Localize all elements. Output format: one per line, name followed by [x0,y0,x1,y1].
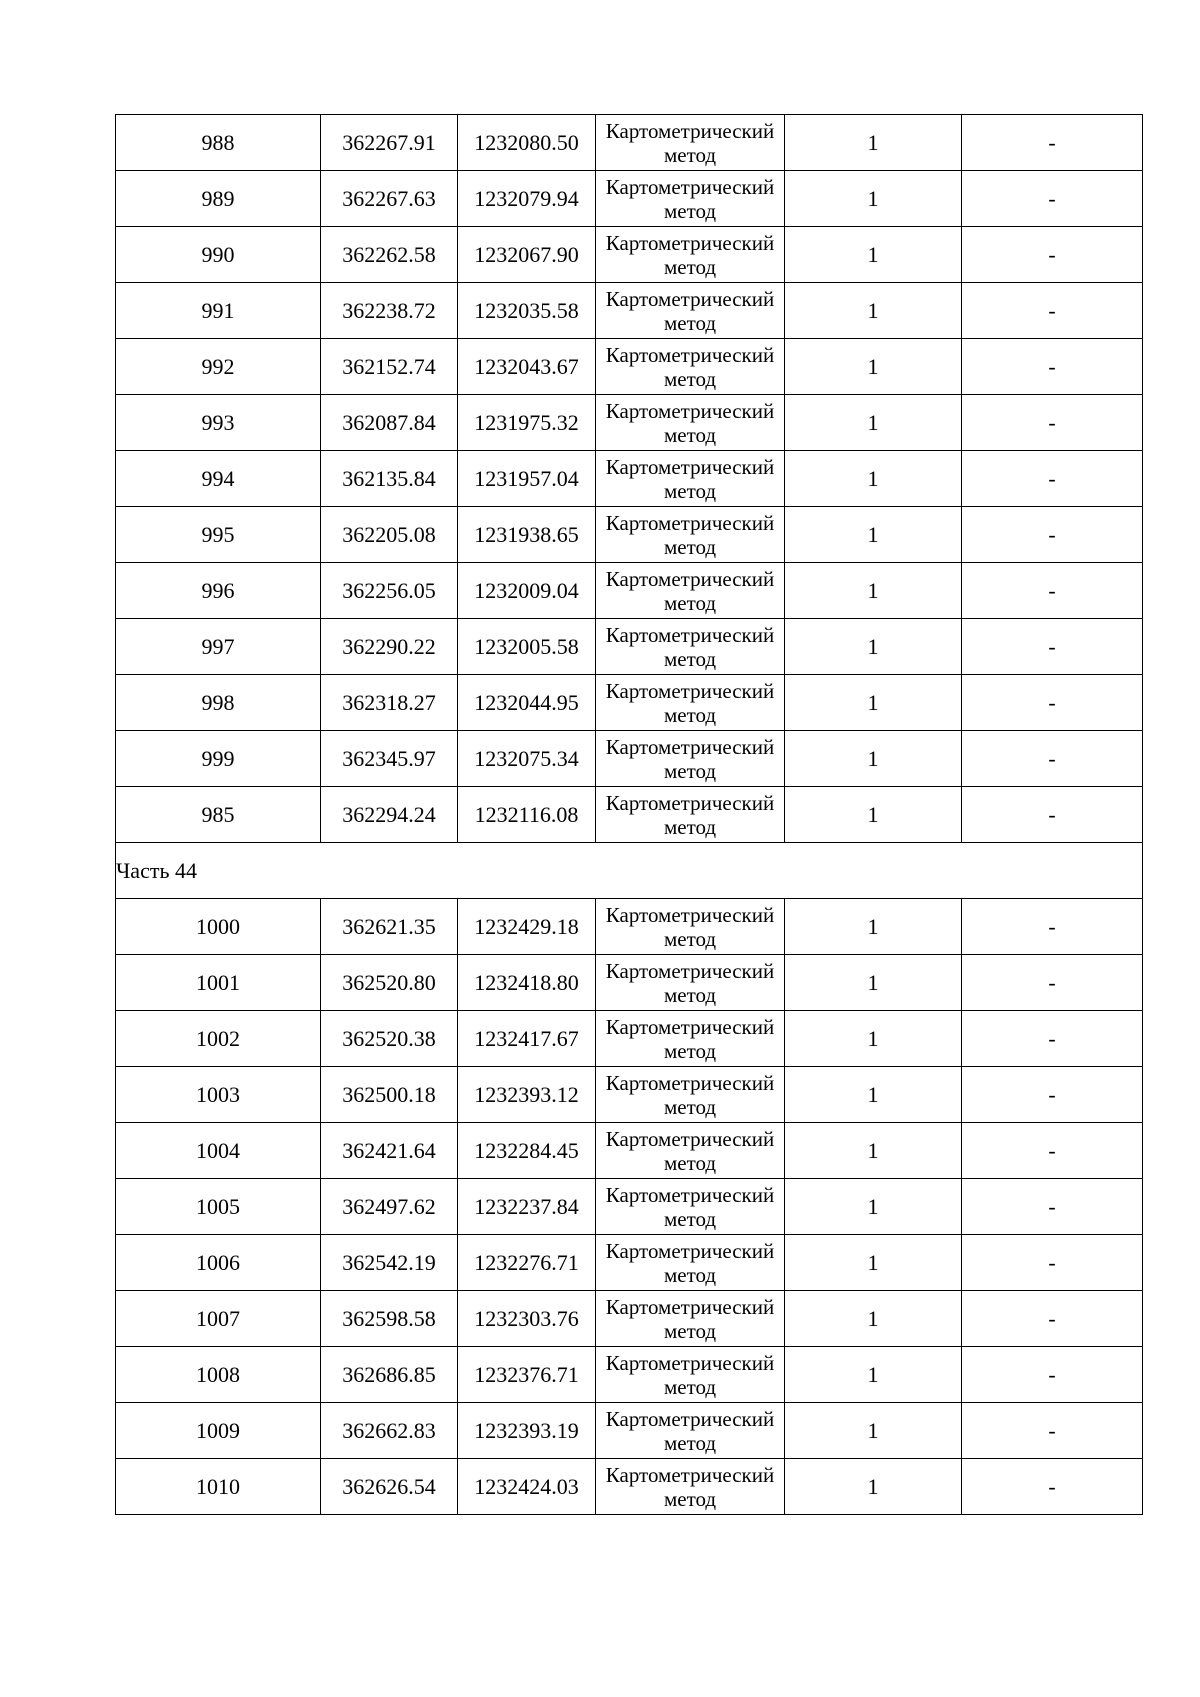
point-number-cell: 996 [116,563,321,619]
y-coordinate-cell: 1232035.58 [458,283,596,339]
point-number-cell: 990 [116,227,321,283]
accuracy-cell: 1 [785,899,962,955]
note-cell: - [962,1403,1143,1459]
y-coordinate-cell: 1232303.76 [458,1291,596,1347]
y-coordinate-cell: 1232043.67 [458,339,596,395]
method-cell: Картометрический метод [596,1347,785,1403]
point-number-cell: 1008 [116,1347,321,1403]
note-cell: - [962,1347,1143,1403]
accuracy-cell: 1 [785,675,962,731]
note-cell: - [962,1123,1143,1179]
y-coordinate-cell: 1232237.84 [458,1179,596,1235]
table-row [116,451,1143,507]
note-cell: - [962,787,1143,843]
note-cell: - [962,507,1143,563]
point-number-cell: 985 [116,787,321,843]
x-coordinate-cell: 362686.85 [321,1347,458,1403]
point-number-cell: 1000 [116,899,321,955]
x-coordinate-cell: 362294.24 [321,787,458,843]
method-cell: Картометрический метод [596,1179,785,1235]
point-number-cell: 997 [116,619,321,675]
note-cell: - [962,171,1143,227]
note-cell: - [962,563,1143,619]
point-number-cell: 1006 [116,1235,321,1291]
point-number-cell: 994 [116,451,321,507]
point-number-cell: 1009 [116,1403,321,1459]
table-row [116,1347,1143,1403]
point-number-cell: 1002 [116,1011,321,1067]
x-coordinate-cell: 362087.84 [321,395,458,451]
y-coordinate-cell: 1231975.32 [458,395,596,451]
method-cell: Картометрический метод [596,115,785,171]
accuracy-cell: 1 [785,227,962,283]
table-row [116,619,1143,675]
method-cell: Картометрический метод [596,451,785,507]
method-cell: Картометрический метод [596,731,785,787]
point-number-cell: 1003 [116,1067,321,1123]
note-cell: - [962,619,1143,675]
x-coordinate-cell: 362520.38 [321,1011,458,1067]
coordinates-table [115,114,1143,1515]
table-row [116,675,1143,731]
note-cell: - [962,283,1143,339]
note-cell: - [962,115,1143,171]
method-cell: Картометрический метод [596,227,785,283]
point-number-cell: 991 [116,283,321,339]
table-row [116,227,1143,283]
y-coordinate-cell: 1232005.58 [458,619,596,675]
accuracy-cell: 1 [785,1347,962,1403]
method-cell: Картометрический метод [596,1067,785,1123]
accuracy-cell: 1 [785,1403,962,1459]
note-cell: - [962,899,1143,955]
x-coordinate-cell: 362205.08 [321,507,458,563]
section-heading-row [116,843,1143,899]
x-coordinate-cell: 362542.19 [321,1235,458,1291]
table-row [116,507,1143,563]
table-row [116,1403,1143,1459]
x-coordinate-cell: 362238.72 [321,283,458,339]
y-coordinate-cell: 1232429.18 [458,899,596,955]
accuracy-cell: 1 [785,563,962,619]
x-coordinate-cell: 362267.91 [321,115,458,171]
method-cell: Картометрический метод [596,1403,785,1459]
accuracy-cell: 1 [785,339,962,395]
accuracy-cell: 1 [785,1459,962,1515]
note-cell: - [962,955,1143,1011]
section-heading: Часть 44 [116,843,1143,899]
method-cell: Картометрический метод [596,339,785,395]
note-cell: - [962,395,1143,451]
accuracy-cell: 1 [785,955,962,1011]
y-coordinate-cell: 1231957.04 [458,451,596,507]
accuracy-cell: 1 [785,787,962,843]
accuracy-cell: 1 [785,507,962,563]
table-row [116,1291,1143,1347]
method-cell: Картометрический метод [596,1123,785,1179]
table-row [116,1067,1143,1123]
note-cell: - [962,1291,1143,1347]
x-coordinate-cell: 362256.05 [321,563,458,619]
point-number-cell: 988 [116,115,321,171]
table-row [116,1235,1143,1291]
accuracy-cell: 1 [785,1123,962,1179]
note-cell: - [962,1067,1143,1123]
accuracy-cell: 1 [785,171,962,227]
table-row [116,1179,1143,1235]
x-coordinate-cell: 362290.22 [321,619,458,675]
method-cell: Картометрический метод [596,1459,785,1515]
table-row [116,1459,1143,1515]
y-coordinate-cell: 1232284.45 [458,1123,596,1179]
note-cell: - [962,1459,1143,1515]
x-coordinate-cell: 362318.27 [321,675,458,731]
y-coordinate-cell: 1232417.67 [458,1011,596,1067]
x-coordinate-cell: 362152.74 [321,339,458,395]
note-cell: - [962,227,1143,283]
note-cell: - [962,731,1143,787]
method-cell: Картометрический метод [596,899,785,955]
table-row [116,115,1143,171]
point-number-cell: 995 [116,507,321,563]
x-coordinate-cell: 362520.80 [321,955,458,1011]
method-cell: Картометрический метод [596,507,785,563]
x-coordinate-cell: 362267.63 [321,171,458,227]
accuracy-cell: 1 [785,619,962,675]
y-coordinate-cell: 1232044.95 [458,675,596,731]
table-row [116,731,1143,787]
table-row [116,1011,1143,1067]
x-coordinate-cell: 362135.84 [321,451,458,507]
point-number-cell: 1007 [116,1291,321,1347]
accuracy-cell: 1 [785,1179,962,1235]
y-coordinate-cell: 1231938.65 [458,507,596,563]
point-number-cell: 998 [116,675,321,731]
table-row [116,339,1143,395]
method-cell: Картометрический метод [596,1235,785,1291]
y-coordinate-cell: 1232067.90 [458,227,596,283]
method-cell: Картометрический метод [596,171,785,227]
point-number-cell: 1005 [116,1179,321,1235]
y-coordinate-cell: 1232080.50 [458,115,596,171]
point-number-cell: 1001 [116,955,321,1011]
x-coordinate-cell: 362598.58 [321,1291,458,1347]
x-coordinate-cell: 362621.35 [321,899,458,955]
y-coordinate-cell: 1232079.94 [458,171,596,227]
accuracy-cell: 1 [785,115,962,171]
method-cell: Картометрический метод [596,1291,785,1347]
accuracy-cell: 1 [785,395,962,451]
x-coordinate-cell: 362345.97 [321,731,458,787]
accuracy-cell: 1 [785,283,962,339]
table-row [116,955,1143,1011]
x-coordinate-cell: 362497.62 [321,1179,458,1235]
method-cell: Картометрический метод [596,563,785,619]
method-cell: Картометрический метод [596,787,785,843]
point-number-cell: 989 [116,171,321,227]
method-cell: Картометрический метод [596,283,785,339]
note-cell: - [962,675,1143,731]
table-row [116,171,1143,227]
coordinates-table-body [116,115,1143,1515]
x-coordinate-cell: 362662.83 [321,1403,458,1459]
x-coordinate-cell: 362262.58 [321,227,458,283]
note-cell: - [962,1011,1143,1067]
x-coordinate-cell: 362626.54 [321,1459,458,1515]
accuracy-cell: 1 [785,731,962,787]
method-cell: Картометрический метод [596,395,785,451]
y-coordinate-cell: 1232009.04 [458,563,596,619]
method-cell: Картометрический метод [596,955,785,1011]
table-row [116,787,1143,843]
y-coordinate-cell: 1232393.12 [458,1067,596,1123]
table-row [116,563,1143,619]
method-cell: Картометрический метод [596,619,785,675]
note-cell: - [962,451,1143,507]
note-cell: - [962,1235,1143,1291]
y-coordinate-cell: 1232418.80 [458,955,596,1011]
x-coordinate-cell: 362500.18 [321,1067,458,1123]
accuracy-cell: 1 [785,451,962,507]
y-coordinate-cell: 1232116.08 [458,787,596,843]
y-coordinate-cell: 1232393.19 [458,1403,596,1459]
table-row [116,283,1143,339]
y-coordinate-cell: 1232376.71 [458,1347,596,1403]
point-number-cell: 993 [116,395,321,451]
y-coordinate-cell: 1232276.71 [458,1235,596,1291]
accuracy-cell: 1 [785,1291,962,1347]
y-coordinate-cell: 1232424.03 [458,1459,596,1515]
y-coordinate-cell: 1232075.34 [458,731,596,787]
table-row [116,1123,1143,1179]
point-number-cell: 999 [116,731,321,787]
point-number-cell: 1004 [116,1123,321,1179]
method-cell: Картометрический метод [596,1011,785,1067]
point-number-cell: 1010 [116,1459,321,1515]
note-cell: - [962,1179,1143,1235]
accuracy-cell: 1 [785,1067,962,1123]
note-cell: - [962,339,1143,395]
point-number-cell: 992 [116,339,321,395]
table-row [116,395,1143,451]
x-coordinate-cell: 362421.64 [321,1123,458,1179]
accuracy-cell: 1 [785,1011,962,1067]
accuracy-cell: 1 [785,1235,962,1291]
table-row [116,899,1143,955]
method-cell: Картометрический метод [596,675,785,731]
